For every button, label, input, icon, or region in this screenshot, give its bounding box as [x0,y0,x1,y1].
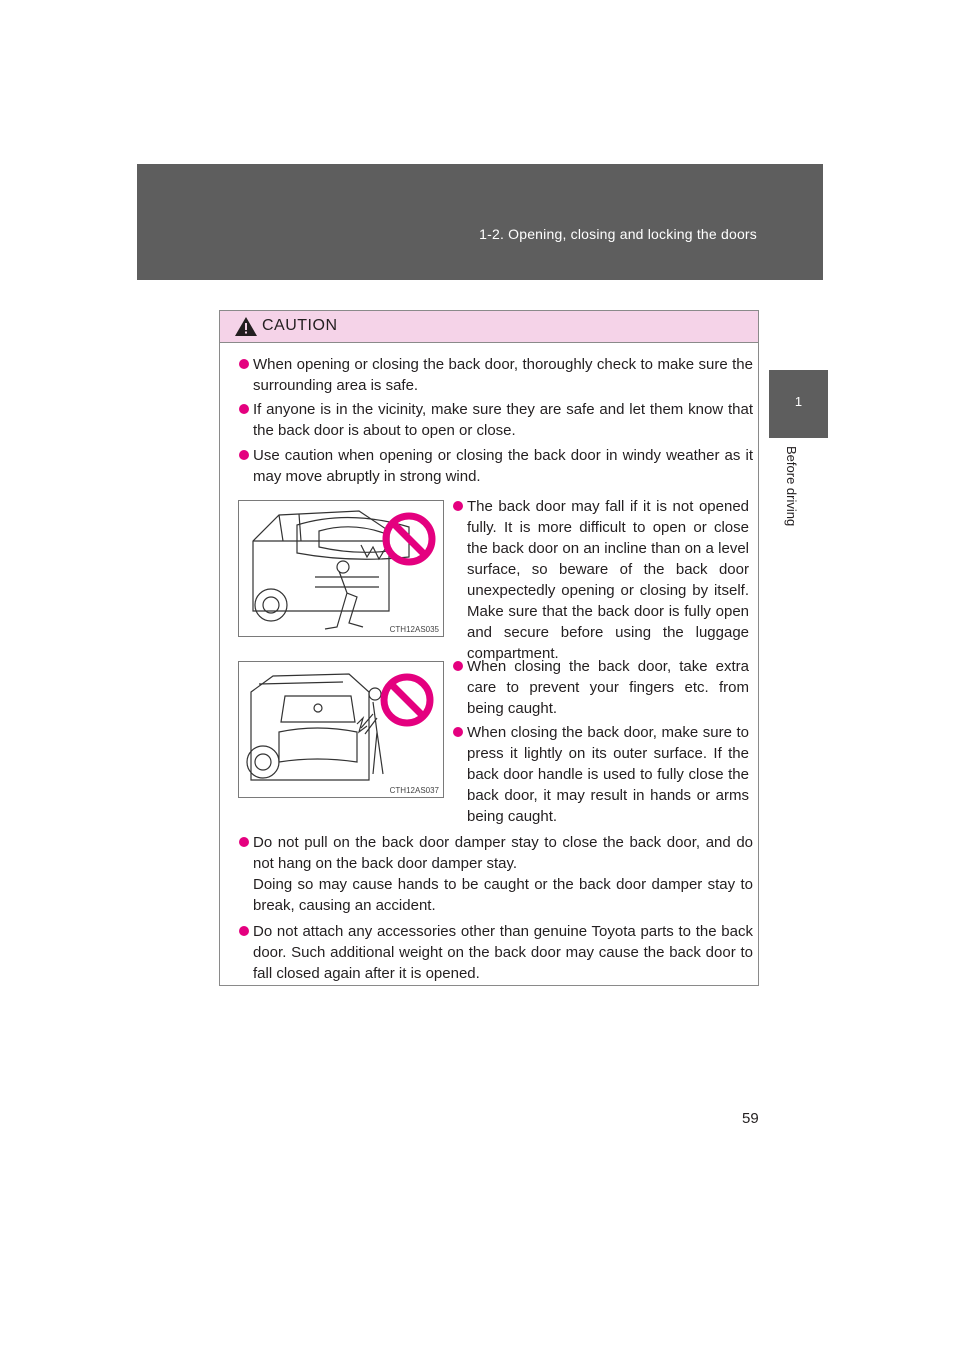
illustration-closing-back-door [238,661,444,798]
caution-item: Use caution when opening or closing the back door in windy weather as it may move abruptly in strong wind. [253,445,753,487]
caution-item: If anyone is in the vicinity, make sure they are safe and let them know that the back door is about to open or close. [253,399,753,441]
bullet-dot [239,450,249,460]
chapter-label: Before driving [784,446,799,527]
figure-code: CTH12AS035 [389,625,439,634]
caution-item: Do not attach any accessories other than genuine Toyota parts to the back door. Such additional weight on the back door may cause the back door to fall closed again after it is opened. [253,921,753,984]
warning-triangle-icon [234,316,258,337]
bullet-dot [453,501,463,511]
chapter-number: 1 [794,394,803,409]
caution-item: When closing the back door, make sure to press it lightly on its outer surface. If the back door handle is used to fully close the back door, it may result in hands or arms being caught. [467,722,749,827]
caution-item: Do not pull on the back door damper stay to close the back door, and do not hang on the back door damper stay. Doing so may cause hands to be caught or the back door damper stay to break, causing an accident. [253,832,753,916]
prohibited-icon [379,672,435,728]
illustration-back-door-falling [238,500,444,637]
caution-header [220,311,758,343]
bullet-dot [239,359,249,369]
caution-item: When opening or closing the back door, thoroughly check to make sure the surrounding area is safe. [253,354,753,396]
caution-box [219,310,759,986]
bullet-dot [239,404,249,414]
chapter-tab [769,370,828,438]
caution-item: When closing the back door, take extra care to prevent your fingers etc. from being caught. [467,656,749,719]
bullet-dot [453,661,463,671]
section-title: 1-2. Opening, closing and locking the doors [479,226,757,242]
bullet-dot [239,926,249,936]
caution-title: CAUTION [262,317,338,334]
page-number: 59 [742,1110,759,1127]
caution-item: The back door may fall if it is not opened fully. It is more difficult to open or close the back door on an incline than on a level surface, so beware of the back door unexpectedly opening or closing by itself. Make sure that the back door is fully open and secure before using the luggage compartment. [467,496,749,664]
bullet-dot [239,837,249,847]
header-band [137,164,823,280]
prohibited-icon [381,511,437,567]
bullet-dot [453,727,463,737]
figure-code: CTH12AS037 [389,786,439,795]
